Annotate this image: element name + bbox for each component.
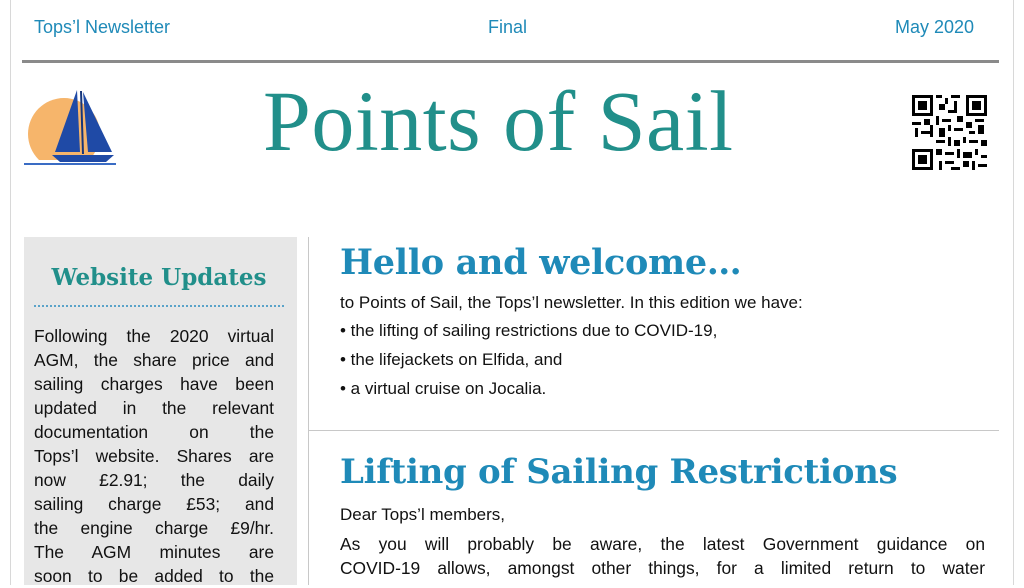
sidebar-line: sailing charges have been <box>34 374 274 394</box>
restrictions-heading: Lifting of Sailing Restrictions <box>340 452 898 492</box>
sidebar-line: documentation on the <box>34 422 274 442</box>
welcome-intro: to Points of Sail, the Tops’l newsletter. In this edition we have: <box>340 293 803 312</box>
list-item: • a virtual cruise on Jocalia. <box>340 379 547 398</box>
sidebar-line: AGM, the share price and <box>34 350 274 370</box>
sidebar-line: The AGM minutes are <box>34 542 274 562</box>
header-rule <box>22 60 999 63</box>
masthead-title: Points of Sail <box>263 73 734 169</box>
paragraph-line: COVID-19 allows, amongst other things, for a limited return to water <box>340 558 985 578</box>
sidebar-line: Tops’l website. Shares are <box>34 446 274 466</box>
section-divider <box>308 430 999 431</box>
sidebar-line: updated in the relevant <box>34 398 274 418</box>
page-edge-right <box>1013 0 1014 585</box>
welcome-heading: Hello and welcome… <box>340 242 742 283</box>
sidebar-body <box>34 324 274 588</box>
sidebar-line: the engine charge £9/hr. <box>34 518 274 538</box>
restrictions-greeting: Dear Tops’l members, <box>340 505 506 524</box>
contents-list <box>340 321 717 408</box>
header-newsletter-name: Tops’l Newsletter <box>34 17 171 37</box>
qr-code-icon[interactable] <box>912 95 987 170</box>
restrictions-paragraph <box>340 532 985 580</box>
list-item: • the lifejackets on Elfida, and <box>340 350 563 369</box>
column-divider <box>308 237 309 585</box>
sidebar-line: sailing charge £53; and <box>34 494 274 514</box>
sidebar-title: Website Updates <box>51 264 267 291</box>
sailboat-sunset-logo <box>22 86 118 170</box>
sidebar-line: soon to be added to the <box>34 566 274 586</box>
sidebar-line: now £2.91; the daily <box>34 470 274 490</box>
page-edge-left <box>10 0 11 585</box>
sidebar-line: Following the 2020 virtual <box>34 326 274 346</box>
list-item: • the lifting of sailing restrictions due to COVID-19, <box>340 321 718 340</box>
header-date: May 2020 <box>895 17 975 37</box>
sidebar-dotted-divider <box>34 305 284 307</box>
paragraph-line: As you will probably be aware, the latest Government guidance on <box>340 534 985 554</box>
website-updates-sidebar <box>24 237 297 585</box>
header-status: Final <box>488 17 528 37</box>
